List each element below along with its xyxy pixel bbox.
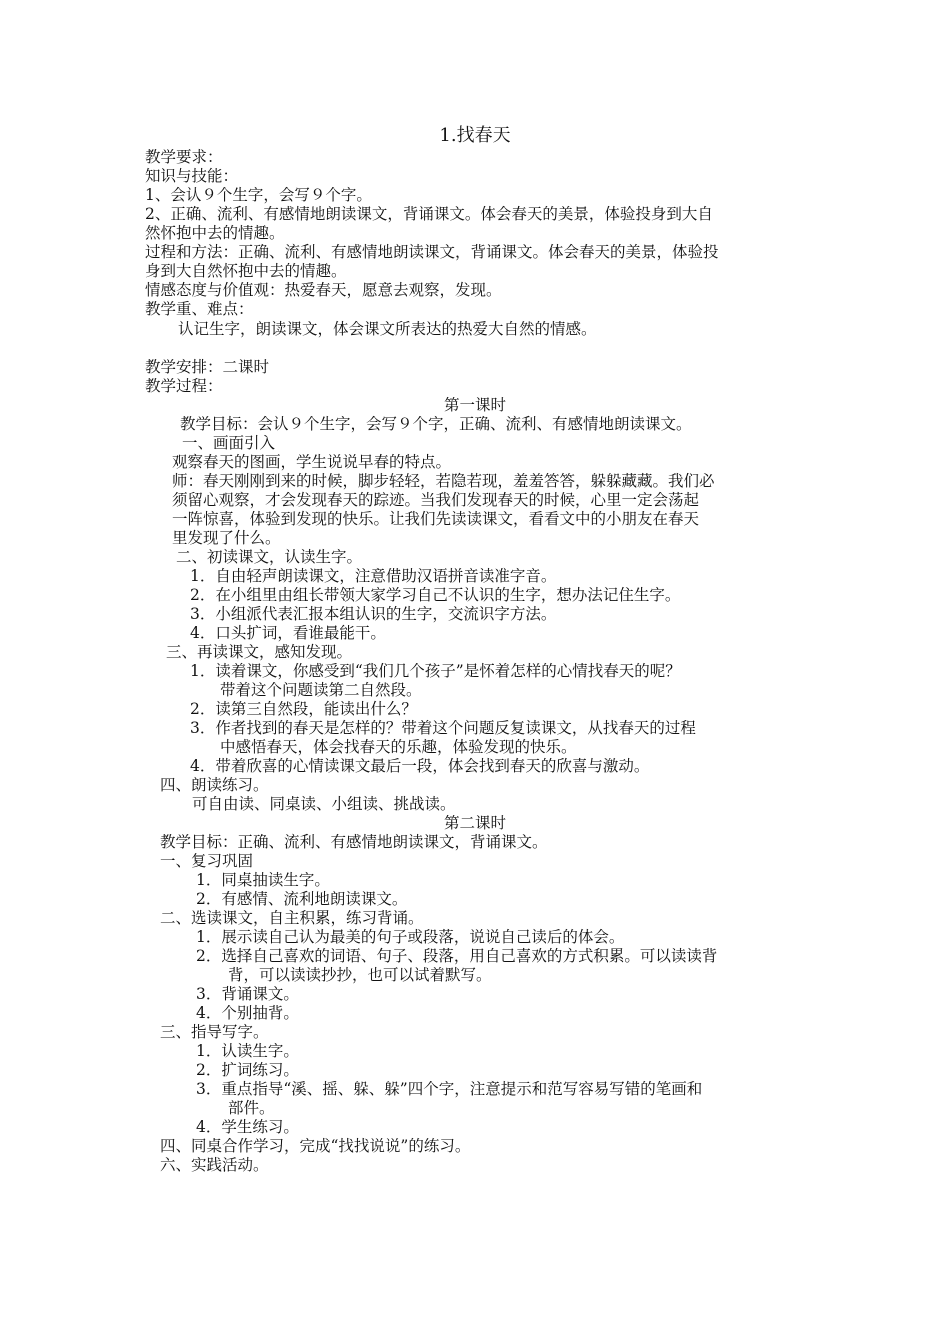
lesson-1-section-2-title: 二、初读课文，认读生字。 [176,548,363,566]
lesson-2-section-1-item-1: 1．同桌抽读生字。 [196,871,330,889]
lesson-2-section-3-item-3-line-2: 部件。 [228,1099,275,1117]
lesson-1-section-3-title: 三、再读课文，感知发现。 [166,643,353,661]
lesson-2-section-2-item-4: 4．个别抽背。 [196,1004,299,1022]
process-heading: 教学过程： [145,377,223,395]
lesson-1-goal: 教学目标：会认９个生字，会写９个字，正确、流利、有感情地朗读课文。 [180,415,692,433]
lesson-2-section-1-item-2: 2．有感情、流利地朗读课文。 [196,890,408,908]
lesson-1-section-4-text: 可自由读、同桌读、小组读、挑战读。 [192,795,456,813]
attitude-values: 情感态度与价值观：热爱春天，愿意去观察，发现。 [145,281,502,299]
lesson-1-teacher-line-1: 师：春天刚刚到来的时候，脚步轻轻，若隐若现，羞羞答答，躲躲藏藏。我们必 [172,472,715,490]
lesson-2-section-3-item-2: 2．扩词练习。 [196,1061,299,1079]
lesson-1-section-3-item-3-line-2: 中感悟春天，体会找春天的乐趣，体验发现的快乐。 [220,738,577,756]
lesson-1-section-1-title: 一、画面引入 [182,434,276,452]
knowledge-heading: 知识与技能： [145,167,239,185]
lesson-2-section-3-item-1: 1．认读生字。 [196,1042,299,1060]
lesson-1-section-3-item-2: 2．读第三自然段，能读出什么？ [190,700,417,718]
lesson-1-section-2-item-3: 3．小组派代表汇报本组认识的生字，交流识字方法。 [190,605,557,623]
lesson-2-heading: 第二课时 [443,814,506,832]
lesson-1-teacher-line-4: 里发现了什么。 [172,529,281,547]
lesson-1-section-2-item-1: 1．自由轻声朗读课文，注意借助汉语拼音读准字音。 [190,567,557,585]
lesson-2-section-2-item-2-line-2: 背，可以读读抄抄，也可以试着默写。 [228,966,492,984]
lesson-2-section-4: 四、同桌合作学习，完成“找找说说”的练习。 [160,1137,471,1155]
page-title: 1.找春天 [439,125,511,146]
arrangement: 教学安排：二课时 [145,358,270,376]
lesson-2-section-3-title: 三、指导写字。 [160,1023,269,1041]
lesson-2-section-6: 六、实践活动。 [160,1156,269,1174]
lesson-2-goal: 教学目标：正确、流利、有感情地朗读课文，背诵课文。 [160,833,548,851]
process-method-line-2: 身到大自然怀抱中去的情趣。 [145,262,347,280]
lesson-1-teacher-line-2: 须留心观察，才会发现春天的踪迹。当我们发现春天的时候，心里一定会荡起 [172,491,700,509]
knowledge-item-2-line-1: 2、正确、流利、有感情地朗读课文，背诵课文。体会春天的美景，体验投身到大自 [145,205,713,223]
lesson-1-section-3-item-3-line-1: 3．作者找到的春天是怎样的？带着这个问题反复读课文，从找春天的过程 [190,719,696,737]
knowledge-item-2-line-2: 然怀抱中去的情趣。 [145,224,285,242]
lesson-2-section-2-item-1: 1．展示读自己认为最美的句子或段落，说说自己读后的体会。 [196,928,625,946]
lesson-1-teacher-line-3: 一阵惊喜，体验到发现的快乐。让我们先读读课文，看看文中的小朋友在春天 [172,510,700,528]
lesson-2-section-2-title: 二、选读课文，自主积累，练习背诵。 [160,909,424,927]
lesson-2-section-2-item-2-line-1: 2．选择自己喜欢的词语、句子、段落，用自己喜欢的方式积累。可以读读背 [196,947,718,965]
lesson-1-section-4-title: 四、朗读练习。 [160,776,269,794]
requirements-heading: 教学要求： [145,148,223,166]
lesson-1-section-2-item-2: 2．在小组里由组长带领大家学习自己不认识的生字，想办法记住生字。 [190,586,681,604]
key-points-heading: 教学重、难点： [145,300,254,318]
lesson-1-section-3-item-1-line-1: 1．读着课文，你感受到“我们几个孩子”是怀着怎样的心情找春天的呢？ [190,662,681,680]
lesson-1-section-3-item-1-line-2: 带着这个问题读第二自然段。 [220,681,422,699]
lesson-1-section-2-item-4: 4．口头扩词，看谁最能干。 [190,624,386,642]
lesson-1-section-1-text: 观察春天的图画，学生说说早春的特点。 [172,453,452,471]
key-points-text: 认记生字，朗读课文，体会课文所表达的热爱大自然的情感。 [178,320,597,338]
lesson-1-section-3-item-4: 4．带着欣喜的心情读课文最后一段，体会找到春天的欣喜与激动。 [190,757,650,775]
knowledge-item-1: 1、会认９个生字，会写９个字。 [145,186,372,204]
lesson-2-section-1-title: 一、复习巩固 [160,852,254,870]
lesson-1-heading: 第一课时 [443,396,506,414]
lesson-2-section-3-item-3-line-1: 3．重点指导“溪、摇、躲、躲”四个字，注意提示和范写容易写错的笔画和 [196,1080,703,1098]
lesson-2-section-3-item-4: 4．学生练习。 [196,1118,299,1136]
process-method-line-1: 过程和方法：正确、流利、有感情地朗读课文，背诵课文。体会春天的美景，体验投 [145,243,719,261]
lesson-2-section-2-item-3: 3．背诵课文。 [196,985,299,1003]
